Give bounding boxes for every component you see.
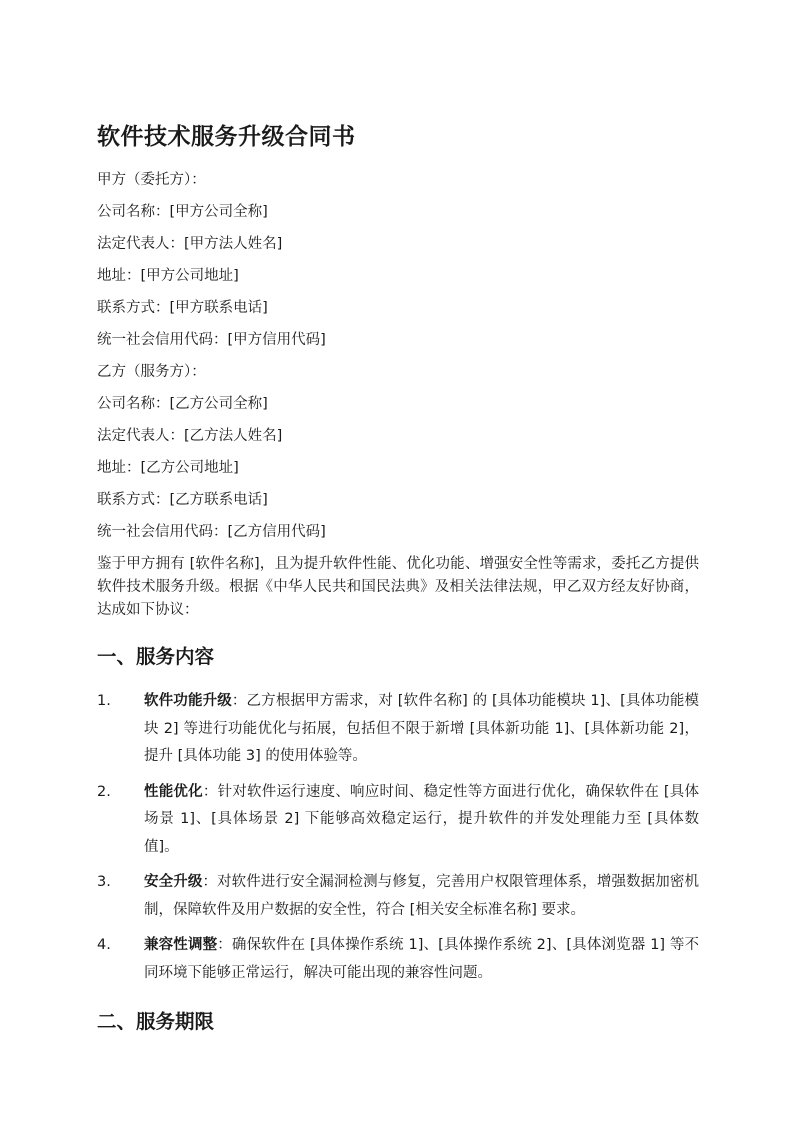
party-a-address: 地址：[甲方公司地址]: [97, 268, 239, 284]
party-a-representative: 法定代表人：[甲方法人姓名]: [97, 236, 283, 252]
list-item-body: [144, 932, 699, 987]
list-item-term: 兼容性调整: [144, 937, 218, 953]
list-item-number: 3.: [97, 874, 111, 890]
list-item-number: 2.: [97, 783, 111, 800]
party-a-contact: 联系方式：[甲方联系电话]: [97, 300, 268, 316]
section-heading-service-content: 一、服务内容: [97, 645, 215, 668]
list-item-text: ：乙方根据甲方需求，对 [软件名称] 的 [具体功能模块 1]、[具体功能模块 2] 等进行功能优化与拓展，包括但不限于新增 [具体新功能 1]、[具体新功能 2]，提升 [具体功能 3] 的使用体验等。: [144, 693, 699, 764]
list-item-number: 4.: [97, 937, 111, 953]
list-item-term: 软件功能升级: [144, 693, 232, 709]
list-item-body: [144, 779, 699, 862]
party-a-company: 公司名称：[甲方公司全称]: [97, 204, 268, 220]
list-item: [97, 688, 699, 771]
party-b-company: 公司名称：[乙方公司全称]: [97, 396, 268, 412]
party-b-representative: 法定代表人：[乙方法人姓名]: [97, 428, 283, 444]
list-item: [97, 869, 699, 924]
list-item-number: 1.: [97, 693, 111, 709]
list-item-text: ：对软件进行安全漏洞检测与修复，完善用户权限管理体系，增强数据加密机制，保障软件及用户数据的安全性，符合 [相关安全标准名称] 要求。: [144, 874, 700, 918]
party-b-address: 地址：[乙方公司地址]: [97, 460, 239, 476]
list-item: [97, 932, 699, 987]
list-item-term: 安全升级: [144, 874, 203, 890]
list-item-term: 性能优化: [144, 783, 203, 800]
preamble-paragraph: 鉴于甲方拥有 [软件名称]，且为提升软件性能、优化功能、增强安全性等需求，委托乙方提供软件技术服务升级。根据《中华人民共和国民法典》及相关法律法规，甲乙双方经友好协商，达成如下协议：: [97, 556, 699, 618]
list-item-text: ：针对软件运行速度、响应时间、稳定性等方面进行优化，确保软件在 [具体场景 1]、[具体场景 2] 下能够高效稳定运行，提升软件的并发处理能力至 [具体数值]。: [144, 783, 700, 855]
list-item-body: [144, 688, 699, 771]
party-b-credit-code: 统一社会信用代码：[乙方信用代码]: [97, 524, 326, 540]
party-b-heading: 乙方（服务方）：: [97, 364, 206, 380]
list-item-body: [144, 869, 699, 924]
document-title: 软件技术服务升级合同书: [97, 124, 356, 150]
party-b-contact: 联系方式：[乙方联系电话]: [97, 492, 268, 508]
service-content-list: [97, 688, 699, 987]
party-a-credit-code: 统一社会信用代码：[甲方信用代码]: [97, 332, 326, 348]
document-page: [97, 120, 699, 1053]
list-item-text: ：确保软件在 [具体操作系统 1]、[具体操作系统 2]、[具体浏览器 1] 等不同环境下能够正常运行，解决可能出现的兼容性问题。: [144, 937, 699, 981]
party-a-heading: 甲方（委托方）：: [97, 172, 206, 188]
section-heading-service-period: 二、服务期限: [97, 1010, 215, 1033]
list-item: [97, 779, 699, 862]
